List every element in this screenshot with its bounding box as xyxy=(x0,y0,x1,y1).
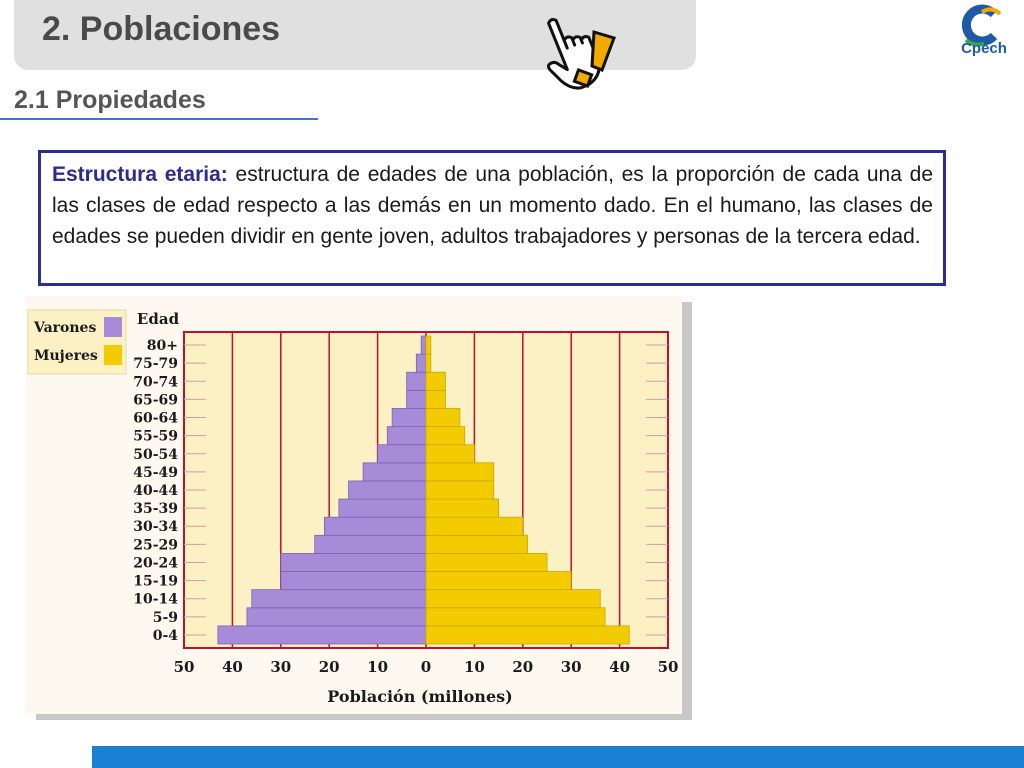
bar-male xyxy=(281,572,426,590)
bar-male xyxy=(218,626,426,644)
bar-male xyxy=(363,463,426,481)
legend-swatch xyxy=(104,345,122,365)
bar-male xyxy=(252,590,426,608)
bar-female xyxy=(426,354,431,372)
y-tick-label: 45-49 xyxy=(133,464,178,481)
bar-male xyxy=(324,517,426,535)
bar-male xyxy=(416,354,426,372)
bar-male xyxy=(349,481,426,499)
bar-male xyxy=(421,336,426,354)
bar-female xyxy=(426,535,528,553)
bar-male xyxy=(339,499,426,517)
x-axis-label: Población (millones) xyxy=(327,687,513,706)
page-title: 2. Poblaciones xyxy=(42,10,281,48)
bar-female xyxy=(426,608,605,626)
y-tick-label: 15-19 xyxy=(133,573,178,590)
y-tick-label: 40-44 xyxy=(133,483,178,499)
bar-male xyxy=(315,535,426,553)
bar-female xyxy=(426,481,494,499)
y-tick-label: 80+ xyxy=(146,338,178,355)
bar-male xyxy=(378,445,426,463)
x-tick-label: 50 xyxy=(657,658,679,676)
bar-female xyxy=(426,445,474,463)
bar-male xyxy=(387,427,426,445)
x-tick-label: 10 xyxy=(463,658,485,676)
x-tick-label: 40 xyxy=(221,658,243,676)
bottom-accent-bar xyxy=(92,746,1024,768)
bar-male xyxy=(392,408,426,426)
bar-male xyxy=(407,390,426,408)
y-tick-label: 0-4 xyxy=(152,627,178,644)
definition-box xyxy=(38,150,946,286)
bar-male xyxy=(281,553,426,571)
bar-female xyxy=(426,463,494,481)
x-tick-label: 20 xyxy=(512,658,534,676)
bar-female xyxy=(426,372,445,390)
x-tick-label: 50 xyxy=(173,658,195,676)
y-tick-label: 75-79 xyxy=(133,356,178,373)
y-tick-label: 60-64 xyxy=(133,410,178,427)
bar-female xyxy=(426,590,600,608)
bar-female xyxy=(426,499,499,517)
bar-female xyxy=(426,517,523,535)
bar-female xyxy=(426,390,445,408)
definition-term: Estructura etaria: xyxy=(52,163,228,186)
y-tick-label: 65-69 xyxy=(133,392,178,409)
population-pyramid-chart xyxy=(26,296,682,714)
y-tick-label: 70-74 xyxy=(133,374,178,391)
subtitle-underline xyxy=(0,118,318,120)
y-axis-label: Edad xyxy=(136,310,180,328)
bar-male xyxy=(247,608,426,626)
x-tick-label: 40 xyxy=(609,658,631,676)
y-tick-label: 5-9 xyxy=(152,609,178,626)
bar-female xyxy=(426,572,571,590)
y-tick-label: 25-29 xyxy=(133,537,178,554)
legend-label: Mujeres xyxy=(34,348,98,364)
bar-female xyxy=(426,553,547,571)
definition-text: estructura de edades de una población, es la proporción de cada una de las clases de edad respecto a las demás en un momento dado. En el humano, las clases de edades se pueden dividir en gente joven, adultos trabajadores y personas de la tercera edad. xyxy=(52,163,934,248)
bar-female xyxy=(426,336,431,354)
x-tick-label: 30 xyxy=(560,658,582,676)
pointing-hand-exclamation-icon xyxy=(538,4,620,90)
x-tick-label: 30 xyxy=(270,658,292,676)
y-tick-label: 55-59 xyxy=(133,428,178,445)
y-tick-label: 20-24 xyxy=(133,555,178,572)
legend-label: Varones xyxy=(34,320,97,336)
bar-female xyxy=(426,408,460,426)
y-tick-label: 30-34 xyxy=(133,519,178,536)
bar-female xyxy=(426,427,465,445)
y-tick-label: 50-54 xyxy=(133,446,178,463)
bar-male xyxy=(407,372,426,390)
x-tick-label: 10 xyxy=(367,658,389,676)
bar-female xyxy=(426,626,629,644)
x-tick-label: 0 xyxy=(420,658,432,676)
section-subtitle: 2.1 Propiedades xyxy=(14,86,206,114)
logo-text: Cpech xyxy=(961,40,1007,57)
legend-swatch xyxy=(104,317,122,337)
x-tick-label: 20 xyxy=(318,658,340,676)
y-tick-label: 10-14 xyxy=(133,591,178,608)
chart-svg xyxy=(26,296,682,714)
y-tick-label: 35-39 xyxy=(133,501,178,518)
